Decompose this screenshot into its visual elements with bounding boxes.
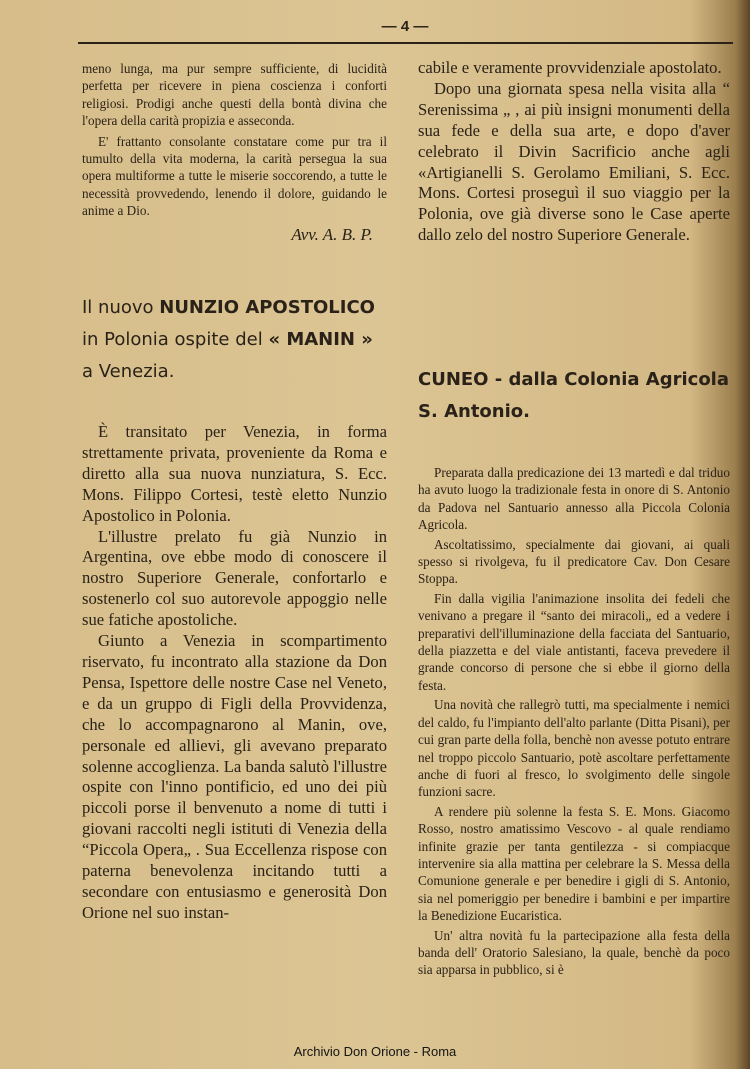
article-paragraph: È transitato per Venezia, in forma strettamente privata, proveniente da Roma e diretto alla sua nuova nunziatura, S. Ecc. Mons. Filippo Cortesi, testè eletto Nunzio Apostolico in Polonia. — [82, 422, 387, 525]
article-nunzio-continued — [418, 58, 730, 246]
article-heading-cuneo — [418, 364, 738, 428]
heading-bold: CUNEO - dalla Colonia Agricola — [418, 369, 730, 390]
article-paragraph: cabile e veramente provvidenziale apostolato. — [418, 58, 722, 77]
intro-paragraph: meno lunga, ma pur sempre sufficiente, di lucidità perfetta per ricevere in piena coscienza i conforti religiosi. Prodigi anche questi della bontà divina che l'opera della carità propizia e asseconda. — [82, 61, 387, 129]
article-paragraph: A rendere più solenne la festa S. E. Mons. Giacomo Rosso, nostro amatissimo Vescovo - al quale rendiamo infinite grazie per tanta gentilezza - si compiacque intervenire sia alla mattina per celebrare la S. Messa della Comunione generale e per benedire i gigli di S. Antonio, sia nel pomeriggio per benedire i bambini e per impartire la Benedizione Eucaristica. — [418, 803, 730, 924]
intro-text — [82, 60, 387, 243]
article-paragraph: Una novità che rallegrò tutti, ma specialmente i nemici del caldo, fu l'impianto dell'alto parlante (Ditta Pisani), per cui gran parte della folla, benchè non avesse potuto entrare nel troppo piccolo Santuario, potè ascoltare perfettamente anche di fuori al fresco, lo svolgimento delle singole funzioni sacre. — [418, 697, 730, 800]
heading-bold: « MANIN » — [268, 329, 373, 350]
signature: Avv. A. B. P. — [291, 224, 373, 244]
heading-line: Il nuovo — [82, 297, 160, 318]
article-paragraph: Preparata dalla predicazione dei 13 martedì e dal triduo ha avuto luogo la tradizionale festa in onore di S. Antonio da Padova nel Santuario annesso alla Piccola Colonia Agricola. — [418, 465, 730, 533]
heading-line: a Venezia. — [82, 361, 175, 382]
article-heading-nunzio — [82, 292, 392, 388]
heading-line: in Polonia ospite del — [82, 329, 269, 350]
header-rule — [78, 42, 733, 44]
article-paragraph: Dopo una giornata spesa nella visita alla “ Serenissima „ , ai più insigni monumenti della sua fede e della sua arte, e dopo d'aver celebrato il Divin Sacrificio anche agli «Artigianelli S. Gerolamo Emiliani, S. Ecc. Mons. Cortesi proseguì il suo viaggio per la Polonia, ove già diverse sono le Case aperte dallo zelo del nostro Superiore Generale. — [418, 78, 730, 245]
article-nunzio — [82, 422, 387, 924]
intro-paragraph: E' frattanto consolante constatare come pur tra il tumulto della vita moderna, la carità persegua la sua opera multiforme a tutte le miserie soccorendo, a tutte le necessità provvedendo, lenendo il dolore, guidando le anime a Dio. — [82, 133, 387, 219]
heading-bold: NUNZIO APOSTOLICO — [159, 297, 375, 318]
article-paragraph: Un' altra novità fu la partecipazione alla festa della banda dell' Oratorio Salesiano, la quale, benchè da poco sia apparsa in pubblico, si è — [418, 927, 730, 978]
article-paragraph: Fin dalla vigilia l'animazione insolita dei fedeli che venivano a pregare il “santo dei miracoli„ ed a vedere i preparativi dell'illuminazione della facciata del Santuario, della piazzetta e del viale antistanti, faceva prevedere il grande concorso di persone che si ebbe il giorno della festa. — [418, 590, 730, 693]
archive-footer: Archivio Don Orione - Roma — [293, 1044, 457, 1059]
page-number: — 4 — — [381, 18, 429, 35]
article-paragraph: L'illustre prelato fu già Nunzio in Argentina, ove ebbe modo di conoscere il nostro Superiore Generale, confortarlo e sostenerlo col suo autorevole appoggio nelle sue fatiche apostoliche. — [82, 526, 387, 630]
heading-bold: S. Antonio. — [418, 401, 530, 422]
article-paragraph: Ascoltatissimo, specialmente dai giovani, ai quali spesso si rivolgeva, fu il predicatore Cav. Don Cesare Stoppa. — [418, 536, 730, 587]
article-cuneo — [418, 464, 730, 979]
article-paragraph: Giunto a Venezia in scompartimento riservato, fu incontrato alla stazione da Don Pensa, Ispettore delle nostre Case nel Veneto, e da un gruppo di Figli della Provvidenza, che lo accompagnarono al Manin, ove, personale ed allievi, gli avevano preparato solenne accoglienza. La banda salutò l'illustre ospite con l'inno pontificio, ed uno dei più piccoli porse il benvenuto a nome di tutti i giovani raccolti negli istituti di Venezia della “Piccola Opera„ . Sua Eccellenza rispose con paterna benevolenza incitando tutti a secondare con entusiasmo e generosità Don Orione nel suo instan- — [82, 631, 387, 922]
